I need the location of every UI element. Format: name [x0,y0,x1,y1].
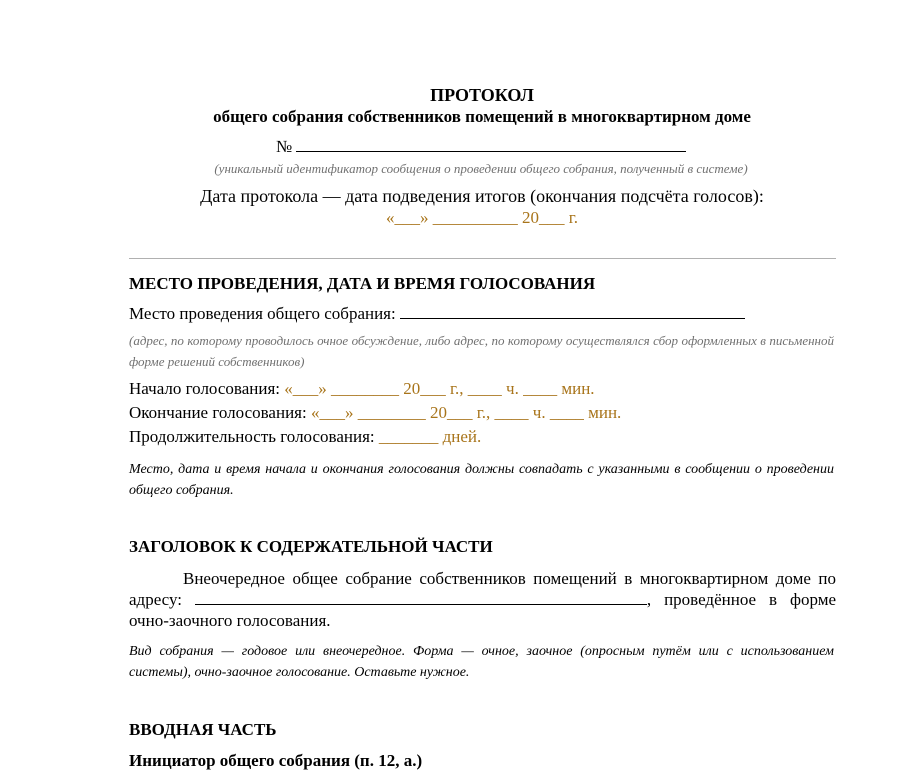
end-field[interactable]: «___» ________ 20___ г., ____ ч. ____ мин. [310,403,622,422]
place-label: Место проведения общего собрания: [129,304,396,323]
place-hint: (адрес, по которому проводилось очное обсуждение, либо адрес, по которому осуществлялся сбор оформленных в письменной форме решений собственников) [129,333,834,369]
section-heading-intro: ВВОДНАЯ ЧАСТЬ [129,720,277,739]
start-label: Начало голосования: [129,379,280,398]
duration-line [129,427,481,447]
end-label: Окончание голосования: [129,403,307,422]
protocol-date-label: Дата протокола — дата подведения итогов (окончания подсчёта голосов): [200,186,764,206]
section-heading-title: ЗАГОЛОВОК К СОДЕРЖАТЕЛЬНОЙ ЧАСТИ [129,537,493,556]
duration-label: Продолжительность голосования: [129,427,375,446]
start-field[interactable]: «___» ________ 20___ г., ____ ч. ____ мин. [284,379,595,398]
end-line [129,403,621,423]
document-title: ПРОТОКОЛ [430,85,534,105]
start-line [129,379,595,399]
protocol-number-line [276,137,686,157]
meeting-paragraph [129,568,836,631]
place-field[interactable] [400,304,745,319]
meeting-text-end: , проведённое в форме очно-заочного голосования. [129,590,836,630]
place-note: Место, дата и время начала и окончания голосования должны совпадать с указанными в сообщении о проведении общего собрания. [129,462,834,498]
number-hint: (уникальный идентификатор сообщения о проведении общего собрания, полученный в системе) [214,161,748,176]
protocol-date-field[interactable]: «___» __________ 20___ г. [385,208,579,227]
section-divider [129,258,836,259]
number-sign: № [276,137,293,156]
meeting-text-start: Внеочередное общее собрание собственников помещений в многоквартирном доме по адресу: [129,569,836,609]
address-field[interactable] [195,590,647,605]
meeting-note: Вид собрания — годовое или внеочередное. Форма — очное, заочное (опросным путём или с использованием системы), очно-заочное голосование. Оставьте нужное. [129,644,834,680]
place-line [129,304,745,324]
protocol-number-field[interactable] [296,137,686,152]
section-heading-place: МЕСТО ПРОВЕДЕНИЯ, ДАТА И ВРЕМЯ ГОЛОСОВАНИЯ [129,274,596,293]
intro-first-line: Инициатор общего собрания (п. 12, а.) [129,751,423,770]
document-subtitle: общего собрания собственников помещений в многоквартирном доме [213,107,751,126]
duration-field[interactable]: _______ дней. [378,427,482,446]
